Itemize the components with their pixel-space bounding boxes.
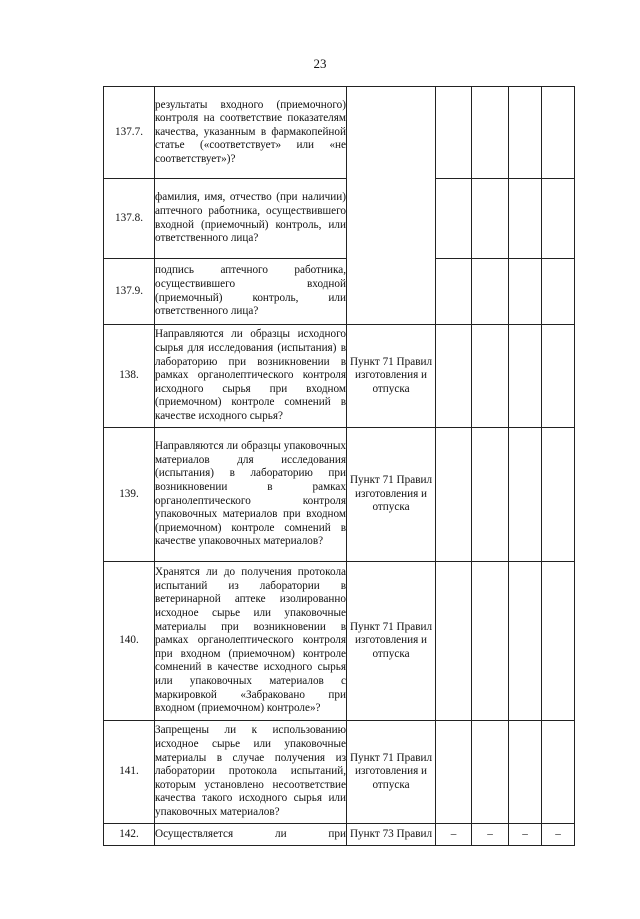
row-reference	[347, 87, 436, 325]
page-number: 23	[313, 56, 327, 71]
mark-cell[interactable]	[436, 325, 472, 428]
row-number: 137.8.	[104, 179, 155, 259]
mark-cell[interactable]: –	[436, 824, 472, 846]
mark-cell[interactable]	[542, 428, 575, 562]
row-question: результаты входного (приемочного) контроля на соответствие показателям качества, указанным в фармакопейной статье («соответствует» или «не соответствует»)?	[155, 87, 347, 179]
mark-cell[interactable]	[436, 87, 472, 179]
row-question: Направляются ли образцы исходного сырья для исследования (испытания) в лабораторию при возникновении в рамках органолептического контроля исходного сырья при входном (приемочном) контроле сомнений в качестве исходного сырья?	[155, 325, 347, 428]
checklist-table	[103, 86, 575, 846]
mark-cell[interactable]	[542, 562, 575, 721]
mark-cell[interactable]	[472, 325, 509, 428]
row-number: 139.	[104, 428, 155, 562]
table-row	[104, 259, 575, 325]
mark-cell[interactable]	[542, 721, 575, 824]
mark-cell[interactable]	[542, 325, 575, 428]
mark-cell[interactable]	[509, 259, 542, 325]
row-question: фамилия, имя, отчество (при наличии) аптечного работника, осуществившего входной (приемочный) контроль, или ответственного лица?	[155, 179, 347, 259]
table-row	[104, 179, 575, 259]
mark-cell[interactable]	[436, 721, 472, 824]
mark-cell[interactable]	[509, 179, 542, 259]
mark-cell[interactable]	[472, 87, 509, 179]
row-question: Запрещены ли к использованию исходное сырье или упаковочные материалы в случае получения из лаборатории протокола испытаний, которым установлено несоответствие качества такого исходного сырья или упаковочных материалов?	[155, 721, 347, 824]
mark-cell[interactable]	[472, 428, 509, 562]
table-row	[104, 87, 575, 179]
row-reference: Пункт 73 Правил	[347, 824, 436, 846]
row-number: 137.9.	[104, 259, 155, 325]
row-question: Осуществляется ли при	[155, 824, 347, 846]
mark-cell[interactable]	[509, 325, 542, 428]
table-row	[104, 721, 575, 824]
row-reference: Пункт 71 Правил изготовления и отпуска	[347, 721, 436, 824]
table-row	[104, 824, 575, 846]
mark-cell[interactable]	[436, 179, 472, 259]
mark-cell[interactable]: –	[472, 824, 509, 846]
row-question: Направляются ли образцы упаковочных материалов для исследования (испытания) в лабораторию при возникновении в рамках органолептического контроля упаковочных материалов при входном (приемочном) контроле сомнений в качестве упаковочных материалов?	[155, 428, 347, 562]
mark-cell[interactable]	[542, 259, 575, 325]
mark-cell[interactable]	[436, 428, 472, 562]
row-reference: Пункт 71 Правил изготовления и отпуска	[347, 562, 436, 721]
table-row	[104, 325, 575, 428]
row-number: 142.	[104, 824, 155, 846]
mark-cell[interactable]: –	[509, 824, 542, 846]
mark-cell[interactable]	[509, 87, 542, 179]
table-row	[104, 562, 575, 721]
mark-cell[interactable]: –	[542, 824, 575, 846]
mark-cell[interactable]	[472, 259, 509, 325]
mark-cell[interactable]	[509, 562, 542, 721]
row-reference: Пункт 71 Правил изготовления и отпуска	[347, 428, 436, 562]
mark-cell[interactable]	[472, 562, 509, 721]
mark-cell[interactable]	[472, 179, 509, 259]
row-question: Хранятся ли до получения протокола испытаний из лаборатории в ветеринарной аптеке изолированно исходное сырье или упаковочные материалы при возникновении в рамках органолептического контроля при входном (приемочном) контроле сомнений в качестве исходного сырья или упаковочных материалов с маркировкой «Забраковано при входном (приемочном) контроле»?	[155, 562, 347, 721]
row-number: 141.	[104, 721, 155, 824]
mark-cell[interactable]	[542, 179, 575, 259]
table-row	[104, 428, 575, 562]
row-number: 137.7.	[104, 87, 155, 179]
mark-cell[interactable]	[472, 721, 509, 824]
mark-cell[interactable]	[436, 562, 472, 721]
mark-cell[interactable]	[509, 428, 542, 562]
mark-cell[interactable]	[509, 721, 542, 824]
row-number: 138.	[104, 325, 155, 428]
mark-cell[interactable]	[542, 87, 575, 179]
row-reference: Пункт 71 Правил изготовления и отпуска	[347, 325, 436, 428]
mark-cell[interactable]	[436, 259, 472, 325]
row-number: 140.	[104, 562, 155, 721]
row-question: подпись аптечного работника, осуществившего входной (приемочный) контроль, или ответственного лица?	[155, 259, 347, 325]
